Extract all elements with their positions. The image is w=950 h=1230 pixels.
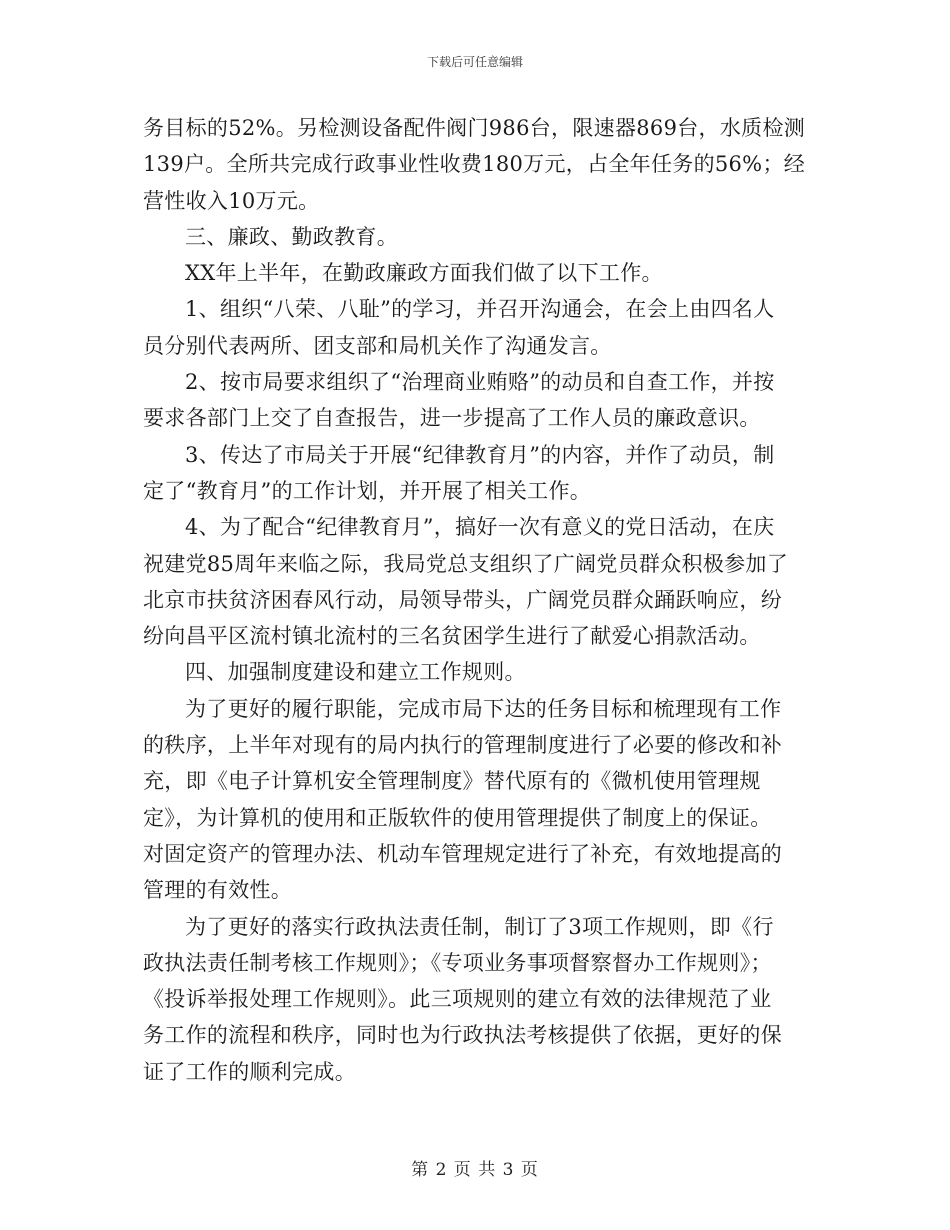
text-line: 为了更好的履行职能，完成市局下达的任务目标和梳理现有工作 bbox=[185, 696, 782, 721]
text-line: 四、加强制度建设和建立工作规则。 bbox=[185, 660, 526, 685]
text-line: 定》，为计算机的使用和正版软件的使用管理提供了制度上的保证。 bbox=[143, 805, 772, 830]
page-header: 下载后可任意编辑 bbox=[426, 55, 523, 69]
text-line: 要求各部门上交了自查报告，进一步提高了工作人员的廉政意识。 bbox=[143, 406, 761, 431]
text-line: 证了工作的顺利完成。 bbox=[143, 1059, 356, 1084]
text-line: 的秩序，上半年对现有的局内执行的管理制度进行了必要的修改和补 bbox=[143, 733, 782, 758]
text-line: 4、为了配合“纪律教育月”，搞好一次有意义的党日活动，在庆 bbox=[185, 515, 775, 540]
text-line: 祝建党85周年来临之际，我局党总支组织了广阔党员群众积极参加了 bbox=[143, 551, 789, 576]
text-line: 政执法责任制考核工作规则》；《专项业务事项督察督办工作规则》； bbox=[143, 950, 772, 975]
text-line: 1、组织“八荣、八耻”的学习，并召开沟通会，在会上由四名人 bbox=[185, 297, 775, 322]
document-body bbox=[143, 110, 809, 1090]
text-line: 北京市扶贫济困春风行动，局领导带头，广阔党员群众踊跃响应，纷 bbox=[143, 587, 782, 612]
text-line: 定了“教育月”的工作计划，并开展了相关工作。 bbox=[143, 478, 592, 503]
text-line: 营性收入10万元。 bbox=[143, 188, 320, 213]
text-line: 纷向昌平区流村镇北流村的三名贫困学生进行了献爱心捐款活动。 bbox=[143, 624, 761, 649]
text-line: 139户。全所共完成行政事业性收费180万元，占全年任务的56%；经 bbox=[143, 152, 806, 177]
text-line: 务工作的流程和秩序，同时也为行政执法考核提供了依据，更好的保 bbox=[143, 1023, 782, 1048]
text-line: 务目标的52%。另检测设备配件阀门986台，限速器869台，水质检测 bbox=[143, 116, 806, 140]
page-footer: 第 2 页 共 3 页 bbox=[411, 1160, 539, 1180]
text-line: 《投诉举报处理工作规则》。此三项规则的建立有效的法律规范了业 bbox=[143, 987, 772, 1012]
text-line: 管理的有效性。 bbox=[143, 878, 293, 903]
text-line: 2、按市局要求组织了“治理商业贿赂”的动员和自查工作，并按 bbox=[185, 370, 775, 395]
text-line: 三、廉政、勤政教育。 bbox=[185, 224, 398, 249]
text-line: 员分别代表两所、团支部和局机关作了沟通发言。 bbox=[143, 333, 612, 358]
text-line: 充，即《电子计算机安全管理制度》替代原有的《微机使用管理规 bbox=[143, 769, 761, 794]
text-line: 3、传达了市局关于开展“纪律教育月”的内容，并作了动员，制 bbox=[185, 442, 775, 467]
text-line: XX年上半年，在勤政廉政方面我们做了以下工作。 bbox=[185, 261, 663, 286]
text-line: 为了更好的落实行政执法责任制，制订了3项工作规则，即《行 bbox=[185, 914, 774, 939]
text-line: 对固定资产的管理办法、机动车管理规定进行了补充，有效地提高的 bbox=[143, 841, 782, 866]
